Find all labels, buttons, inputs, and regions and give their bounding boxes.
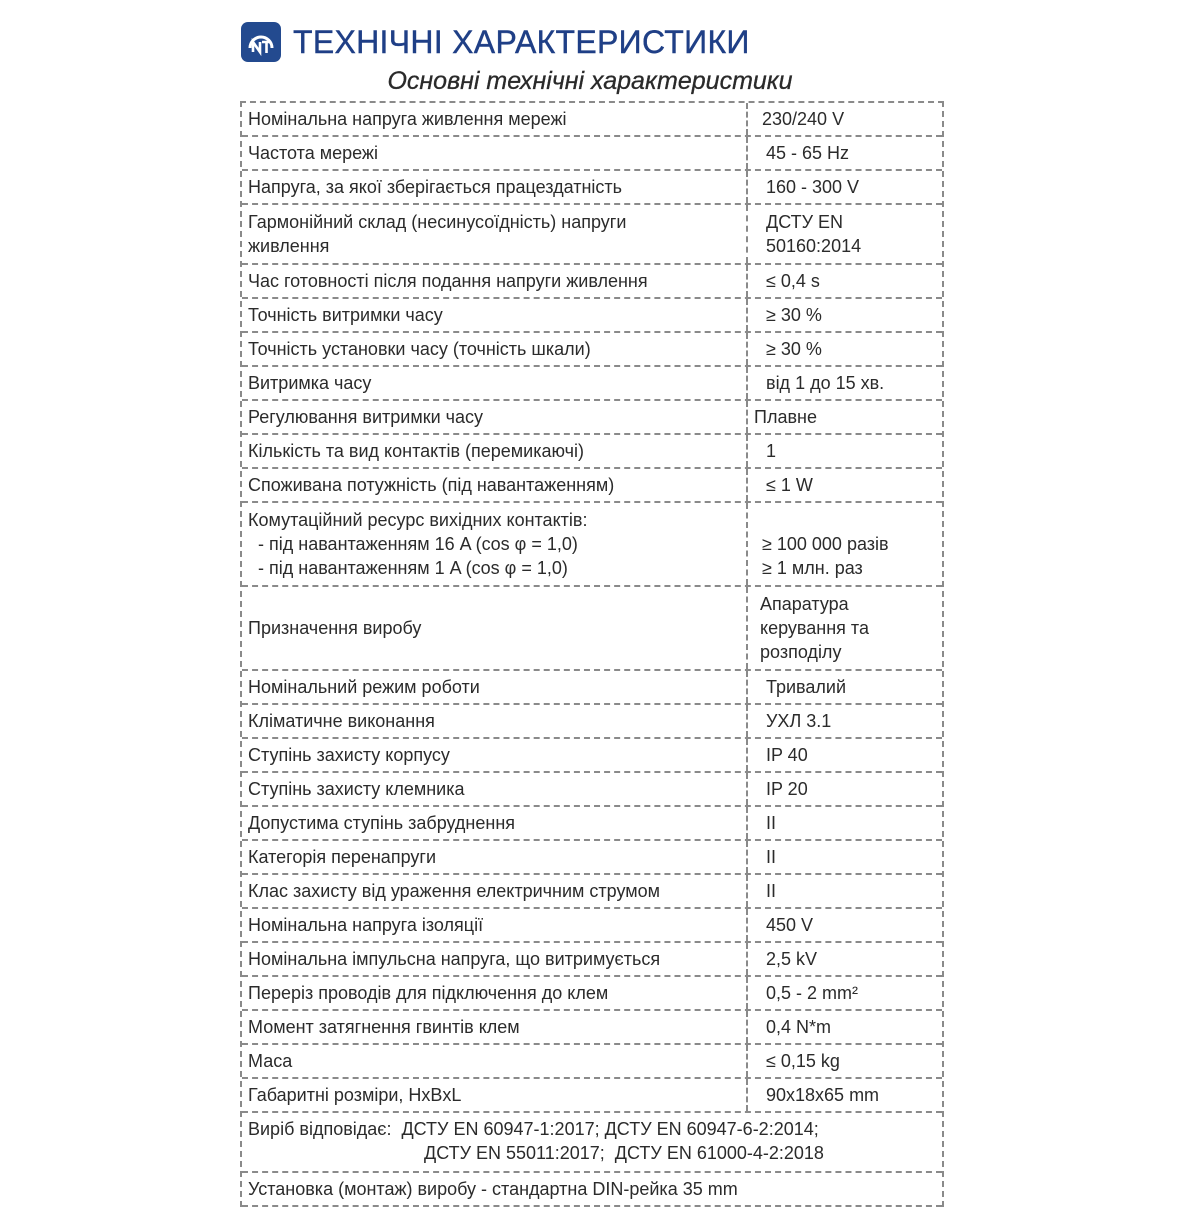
spec-value: ≥ 30 % — [766, 339, 822, 359]
spec-label: Споживана потужність (під навантаженням) — [242, 469, 748, 501]
table-row — [242, 503, 942, 587]
spec-value: 450 V — [766, 915, 814, 935]
spec-label: Номінальний режим роботи — [242, 671, 748, 703]
table-row — [242, 943, 942, 977]
spec-label: Ступінь захисту корпусу — [242, 739, 748, 771]
spec-label: Маса — [242, 1045, 748, 1077]
spec-value — [748, 503, 942, 585]
table-row — [242, 299, 942, 333]
spec-label: Переріз проводів для підключення до клем — [242, 977, 748, 1009]
spec-value: УХЛ 3.1 — [766, 711, 832, 731]
table-row — [242, 909, 942, 943]
mounting-text: Установка (монтаж) виробу - стандартна DIN-рейка 35 mm — [248, 1179, 738, 1199]
spec-label: Точність витримки часу — [242, 299, 748, 331]
table-row — [242, 977, 942, 1011]
table-row — [242, 807, 942, 841]
table-row — [242, 367, 942, 401]
spec-value-line: керування та — [760, 618, 869, 638]
spec-value: 45 - 65 Hz — [766, 143, 850, 163]
spec-value: 230/240 V — [762, 109, 845, 129]
spec-value-line: Апаратура — [760, 594, 849, 614]
spec-label-line: живлення — [248, 236, 330, 256]
spec-value: Тривалий — [766, 677, 847, 697]
spec-label — [242, 205, 748, 263]
spec-label: Частота мережі — [242, 137, 748, 169]
spec-label — [242, 503, 748, 585]
spec-label: Клас захисту від ураження електричним струмом — [242, 875, 748, 907]
table-row — [242, 773, 942, 807]
spec-value — [748, 205, 942, 263]
spec-value-line: ДСТУ EN — [766, 212, 844, 232]
spec-label: Регулювання витримки часу — [242, 401, 748, 433]
spec-value-line — [762, 508, 767, 532]
spec-value-line: ≥ 100 000 разів — [762, 534, 889, 554]
spec-value: IP 20 — [766, 779, 808, 799]
spec-value: 0,5 - 2 mm² — [766, 983, 859, 1003]
spec-label: Ступінь захисту клемника — [242, 773, 748, 805]
table-row — [242, 103, 942, 137]
table-row — [242, 841, 942, 875]
section-subtitle: Основні технічні характеристики — [387, 67, 793, 95]
table-row — [242, 875, 942, 909]
table-row — [242, 333, 942, 367]
nt-logo-icon — [241, 22, 281, 62]
spec-label-line: Комутаційний ресурс вихідних контактів: — [248, 510, 588, 530]
spec-value: 160 - 300 V — [766, 177, 860, 197]
spec-label: Категорія перенапруги — [242, 841, 748, 873]
standards-row — [242, 1113, 942, 1173]
specs-table — [240, 101, 944, 1207]
spec-value: IP 40 — [766, 745, 808, 765]
spec-label: Точність установки часу (точність шкали) — [242, 333, 748, 365]
spec-label: Час готовності після подання напруги живлення — [242, 265, 748, 297]
table-row — [242, 205, 942, 265]
spec-value: ≥ 30 % — [766, 305, 822, 325]
spec-label-line: - під навантаженням 16 A (cos φ = 1,0) — [248, 534, 578, 554]
spec-value — [748, 587, 942, 669]
spec-value: II — [766, 881, 777, 901]
table-row — [242, 171, 942, 205]
table-row — [242, 705, 942, 739]
spec-value: ≤ 0,4 s — [766, 271, 820, 291]
table-row — [242, 1045, 942, 1079]
table-row — [242, 671, 942, 705]
standards-label: Виріб відповідає: — [248, 1119, 392, 1139]
header — [241, 22, 750, 62]
spec-value: 2,5 kV — [766, 949, 818, 969]
standards-text: ДСТУ EN 60947-1:2017; ДСТУ EN 60947-6-2:2014; — [401, 1119, 819, 1139]
spec-label: Момент затягнення гвинтів клем — [242, 1011, 748, 1043]
standards-cell — [242, 1113, 942, 1171]
spec-label-line: Гармонійний склад (несинусоїдність) напруги — [248, 212, 627, 232]
spec-value: II — [766, 847, 777, 867]
spec-label: Призначення виробу — [242, 587, 748, 669]
spec-value-line: 50160:2014 — [766, 236, 862, 256]
table-row — [242, 265, 942, 299]
spec-value: 90x18x65 mm — [766, 1085, 880, 1105]
spec-value: 0,4 N*m — [766, 1017, 832, 1037]
spec-label: Напруга, за якої зберігається працездатність — [242, 171, 748, 203]
table-row — [242, 587, 942, 671]
spec-value: II — [766, 813, 777, 833]
spec-label: Номінальна напруга ізоляції — [242, 909, 748, 941]
spec-value: від 1 до 15 хв. — [766, 373, 885, 393]
table-row — [242, 1011, 942, 1045]
page-title: ТЕХНІЧНІ ХАРАКТЕРИСТИКИ — [293, 24, 750, 60]
mounting-row — [242, 1173, 942, 1207]
spec-value-line: ≥ 1 млн. раз — [762, 558, 863, 578]
spec-value: 1 — [766, 441, 777, 461]
table-row — [242, 1079, 942, 1113]
table-row — [242, 469, 942, 503]
table-row — [242, 137, 942, 171]
spec-label: Номінальна напруга живлення мережі — [242, 103, 748, 135]
spec-label: Кліматичне виконання — [242, 705, 748, 737]
spec-value: Плавне — [754, 407, 817, 427]
standards-line-1 — [248, 1117, 936, 1141]
standards-text: ДСТУ EN 55011:2017; ДСТУ EN 61000-4-2:2018 — [424, 1143, 824, 1163]
spec-label: Габаритні розміри, HxBxL — [242, 1079, 748, 1111]
spec-value: ≤ 0,15 kg — [766, 1051, 840, 1071]
table-row — [242, 739, 942, 773]
spec-label: Витримка часу — [242, 367, 748, 399]
table-row — [242, 401, 942, 435]
spec-label: Кількість та вид контактів (перемикаючі) — [242, 435, 748, 467]
spec-label: Номінальна імпульсна напруга, що витримується — [242, 943, 748, 975]
spec-value-line: розподілу — [760, 642, 842, 662]
spec-label: Допустима ступінь забруднення — [242, 807, 748, 839]
spec-label-line: - під навантаженням 1 A (cos φ = 1,0) — [248, 558, 568, 578]
table-row — [242, 435, 942, 469]
spec-value: ≤ 1 W — [766, 475, 813, 495]
